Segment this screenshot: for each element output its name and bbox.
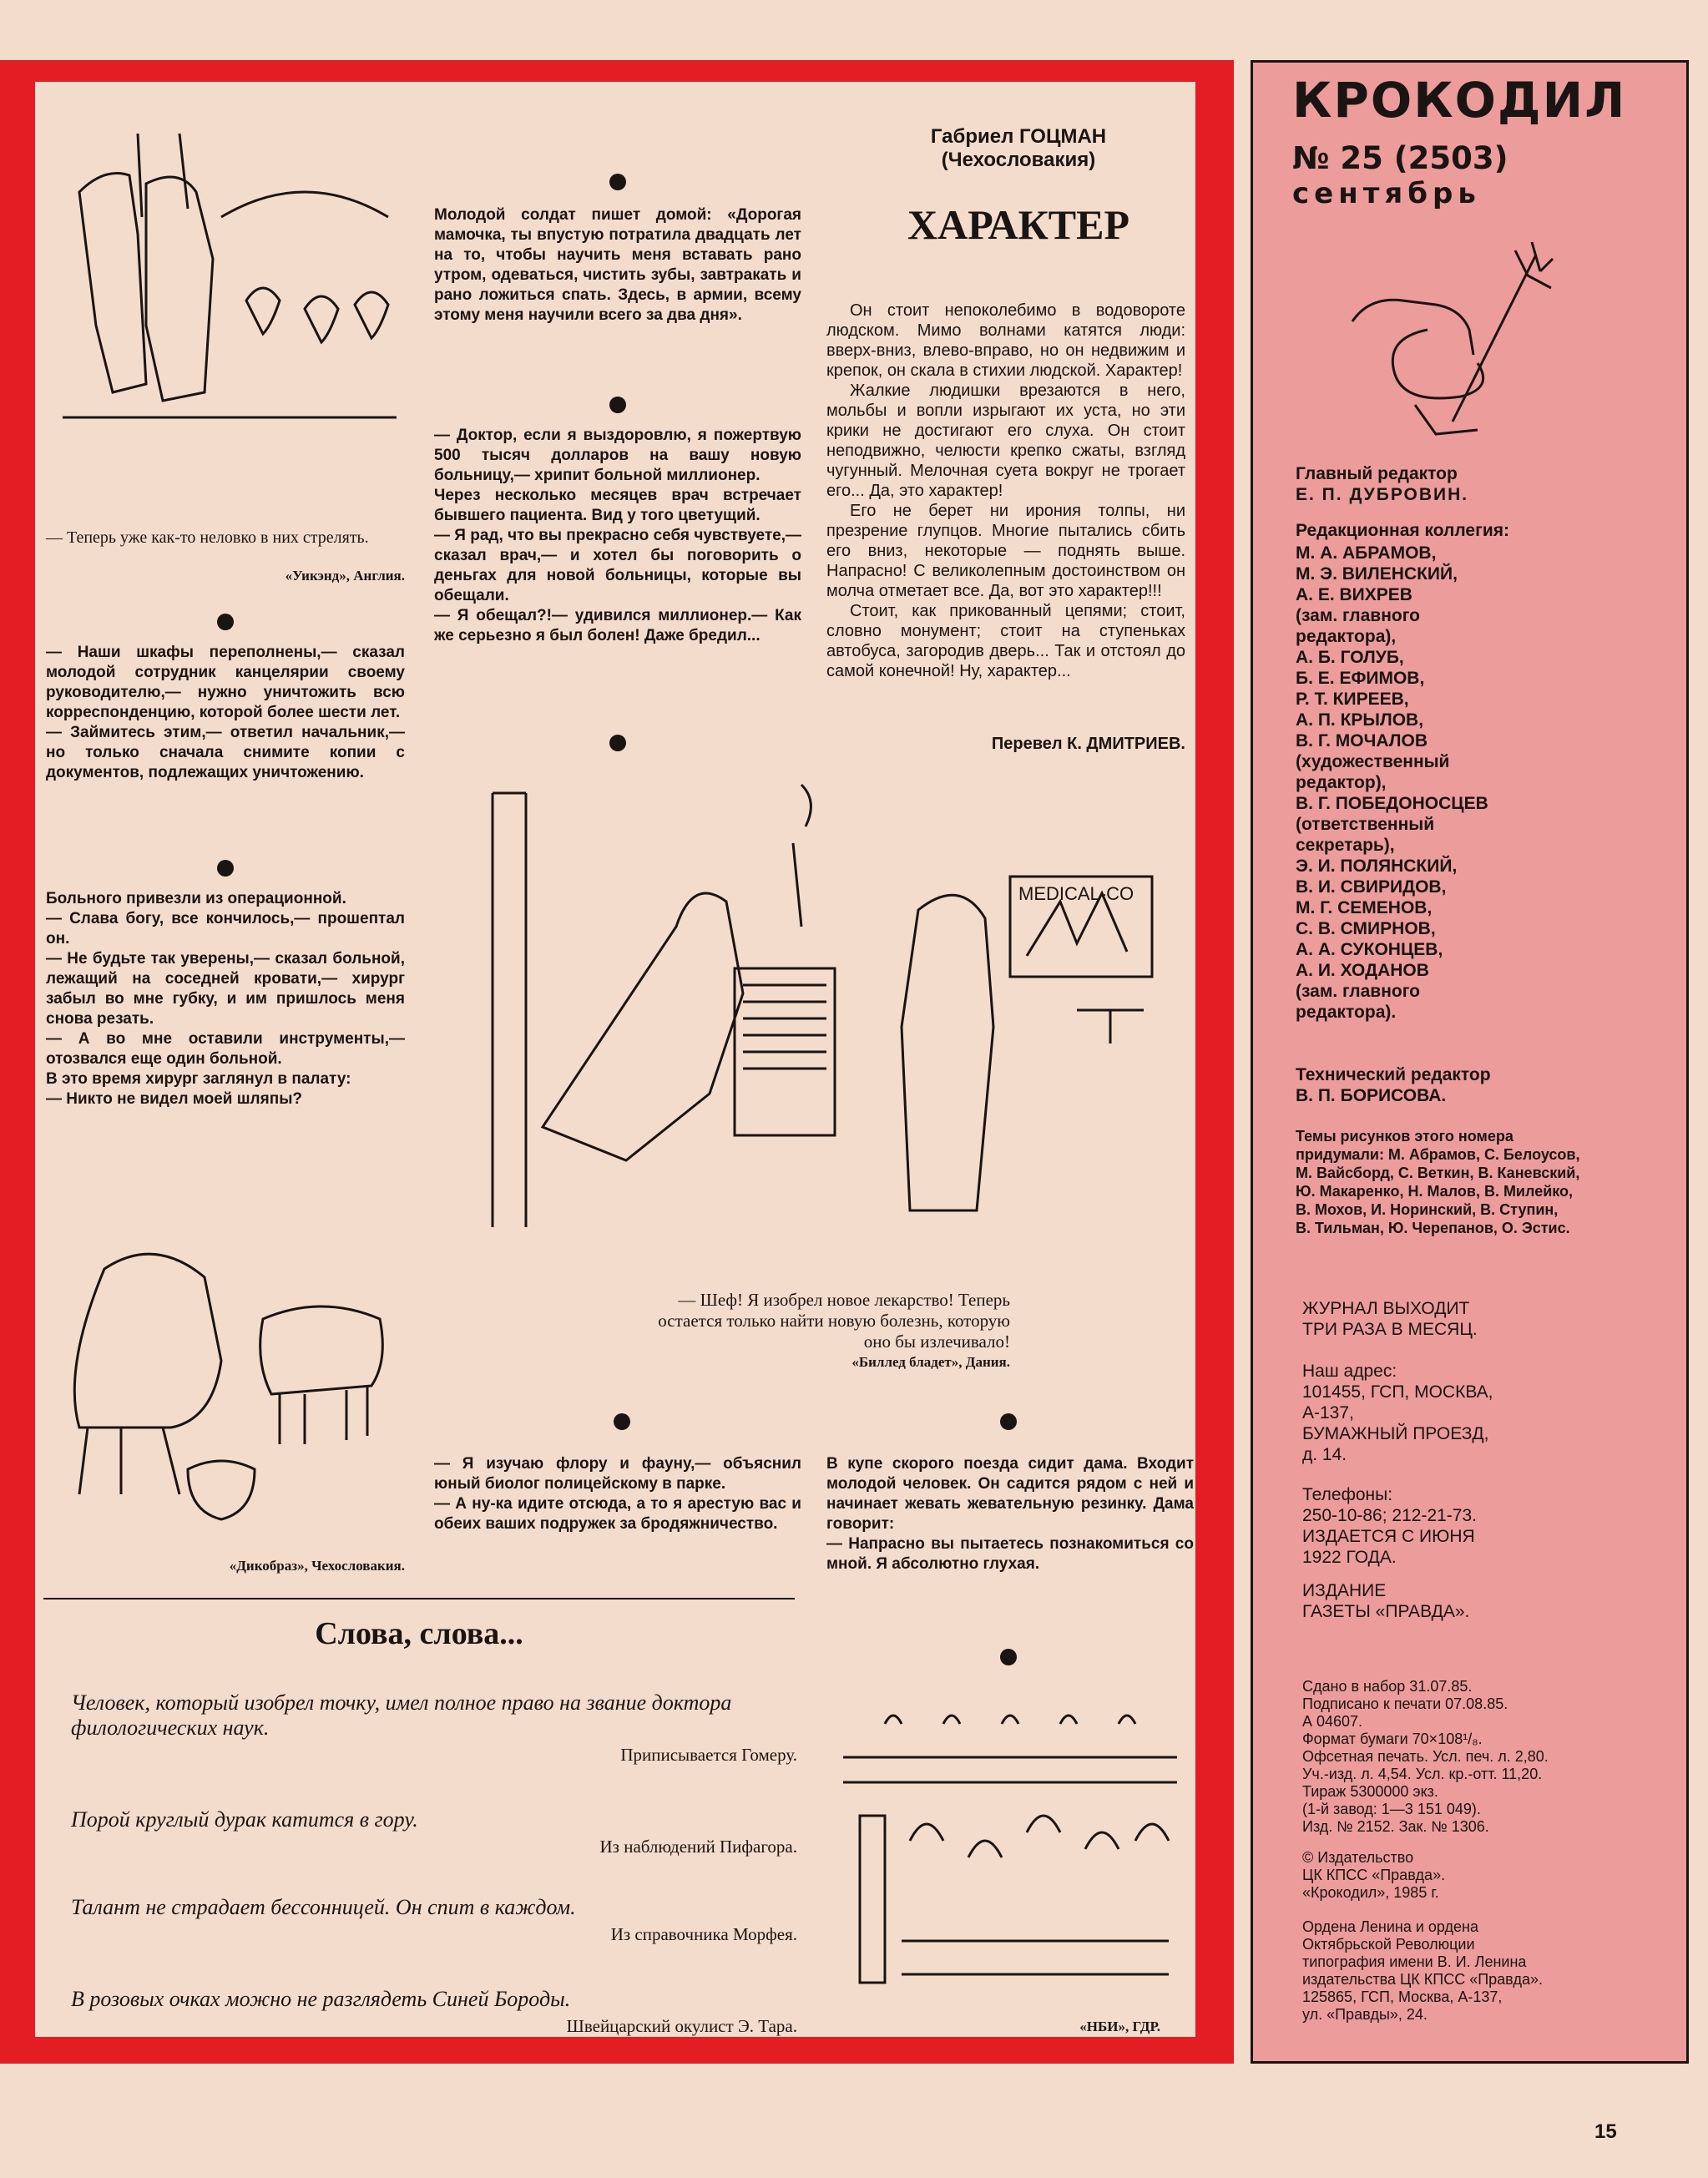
board-line: редактор), <box>1296 773 1387 792</box>
hunters-source: «Уикэнд», Англия. <box>285 568 405 584</box>
joke-doctor-p3: — Я рад, что вы прекрасно себя чувствуете,— сказал врач,— и хотел бы поговорить о деньгах для новой больницы, которые вы обещали. <box>434 527 801 604</box>
sheep-source: «Дикобраз», Чехословакия. <box>229 1558 405 1574</box>
joke-hat-p3: — Не будьте так уверены,— сказал больной, лежащий на соседней кровати,— хирург забыл во мне губку, и им пришлось меня снова резать. <box>46 950 405 1028</box>
phones-line: Телефоны: <box>1302 1485 1393 1504</box>
joke-hat <box>46 889 405 1109</box>
medical-co-sign: MEDICAL-CO <box>1018 883 1134 904</box>
imprint-line: Тираж 5300000 экз. <box>1302 1783 1438 1800</box>
joke-hat-p2: — Слава богу, все кончилось,— прошептал он. <box>46 910 405 948</box>
joke-train <box>826 1454 1194 1574</box>
schedule <box>1302 1298 1478 1340</box>
quote-4-attr: Швейцарский окулист Э. Тара. <box>566 2016 797 2036</box>
story-country: (Чехословакия) <box>941 149 1096 171</box>
themes-list <box>1296 1127 1580 1237</box>
story-title: ХАРАКТЕР <box>907 201 1129 248</box>
board-line: М. Э. ВИЛЕНСКИЙ, <box>1296 564 1458 584</box>
joke-doctor <box>434 426 801 646</box>
imprint-line: А 04607. <box>1302 1713 1363 1730</box>
imprint-line: Уч.-изд. л. 4,54. Усл. кр.-отт. 11,20. <box>1302 1766 1543 1782</box>
themes-line: В. Мохов, И. Норинский, В. Ступин, <box>1296 1201 1559 1218</box>
address <box>1302 1361 1493 1465</box>
section-divider <box>43 1598 795 1599</box>
editor-name: Е. П. ДУБРОВИН. <box>1296 485 1469 504</box>
story-body <box>826 301 1185 681</box>
hunters-cartoon <box>54 117 405 434</box>
board-line: А. И. ХОДАНОВ <box>1296 961 1429 980</box>
joke-shelves <box>46 643 405 783</box>
board-line: редактора). <box>1296 1003 1397 1022</box>
imprint-line: (1-й завод: 1—3 151 049). <box>1302 1801 1481 1817</box>
board-line: Р. Т. КИРЕЕВ, <box>1296 690 1409 709</box>
imprint-line: Формат бумаги 70×108¹/₈. <box>1302 1731 1483 1747</box>
phones-line: 250-10-86; 212-21-73. <box>1302 1506 1477 1525</box>
address-line: БУМАЖНЫЙ ПРОЕЗД, <box>1302 1424 1489 1443</box>
story-p2: Жалкие людишки врезаются в него, мольбы и вопли изрыгают их уста, но эти крики не достигают его слуха. Он стоит неподвижно, челюсти крепко сжаты, взгляд чугунный. Мелочная суета вокруг не трогает его... Да, это характер! <box>826 382 1185 500</box>
joke-flora-p2: — А ну-ка идите отсюда, а то я арестую вас и обеих ваших подружек за бродяжничество. <box>434 1495 801 1533</box>
story-translator: Перевел К. ДМИТРИЕВ. <box>991 735 1185 753</box>
printer-line: типография имени В. И. Ленина <box>1302 1953 1527 1970</box>
board-line: В. Г. МОЧАЛОВ <box>1296 731 1428 750</box>
separator-dot <box>217 860 234 877</box>
board-line: Б. Е. ЕФИМОВ, <box>1296 669 1425 688</box>
printer-line: ул. «Правды», 24. <box>1302 2006 1428 2023</box>
board-line: В. И. СВИРИДОВ, <box>1296 877 1447 897</box>
separator-dot <box>1000 1413 1017 1430</box>
themes-line: В. Тильман, Ю. Черепанов, О. Эстис. <box>1296 1220 1570 1236</box>
board-line: С. В. СМИРНОВ, <box>1296 919 1436 938</box>
issue-month: сентябрь <box>1292 177 1481 210</box>
copyright-line: «Крокодил», 1985 г. <box>1302 1884 1439 1901</box>
separator-dot <box>614 1413 630 1430</box>
separator-dot <box>609 174 626 190</box>
issue-number: № 25 (2503) <box>1292 140 1508 176</box>
phones <box>1302 1484 1477 1568</box>
edition-line: ИЗДАНИЕ <box>1302 1581 1387 1600</box>
separator-dot <box>609 735 626 751</box>
joke-hat-p5: В это время хирург заглянул в палату: <box>46 1070 351 1088</box>
themes-line: Ю. Макаренко, Н. Малов, В. Милейко, <box>1296 1183 1574 1200</box>
themes-line: Темы рисунков этого номера <box>1296 1128 1513 1145</box>
copyright <box>1302 1849 1445 1902</box>
board-line: секретарь), <box>1296 836 1395 855</box>
address-line: Наш адрес: <box>1302 1362 1397 1381</box>
copyright-line: ЦК КПСС «Правда». <box>1302 1867 1446 1883</box>
joke-train-p1: В купе скорого поезда сидит дама. Входит молодой человек. Он садится рядом с ней и начинает жевать жевательную резинку. Дама говорит: <box>826 1455 1194 1533</box>
separator-dot <box>609 397 626 413</box>
printer-line: издательства ЦК КПСС «Правда». <box>1302 1971 1544 1988</box>
hunters-caption: — Теперь уже как-то неловко в них стрелять. <box>46 528 369 547</box>
lab-caption: — Шеф! Я изобрел новое лекарство! Теперь остается только найти новую болезнь, которую оно бы излечивало! <box>658 1290 1010 1352</box>
edition <box>1302 1580 1469 1622</box>
audience-source: «НБИ», ГДР. <box>1079 2019 1160 2034</box>
board-line: Э. И. ПОЛЯНСКИЙ, <box>1296 857 1458 876</box>
printer-line: 125865, ГСП, Москва, А-137, <box>1302 1988 1503 2005</box>
board-line: (зам. главного <box>1296 606 1420 625</box>
board-line: (зам. главного <box>1296 982 1420 1001</box>
address-line: А-137, <box>1302 1403 1354 1423</box>
magazine-logo: КРОКОДИЛ <box>1292 72 1627 129</box>
audience-cartoon <box>835 1690 1185 1999</box>
board-line: А. Е. ВИХРЕВ <box>1296 585 1412 604</box>
imprint-line: Изд. № 2152. Зак. № 1306. <box>1302 1818 1489 1835</box>
quote-1: Человек, который изобрел точку, имел полное право на звание доктора филологических наук. <box>71 1690 732 1740</box>
joke-hat-p4: — А во мне оставили инструменты,— отозвался еще один больной. <box>46 1030 405 1068</box>
quote-2-attr: Из наблюдений Пифагора. <box>599 1837 797 1857</box>
editor-role: Главный редактор <box>1296 464 1458 483</box>
board-line: М. А. АБРАМОВ, <box>1296 543 1437 563</box>
board-line: (ответственный <box>1296 815 1435 834</box>
printer-line: Ордена Ленина и ордена <box>1302 1918 1478 1935</box>
quote-4: В розовых очках можно не разглядеть Синей Бороды. <box>71 1987 571 2011</box>
board-list <box>1296 543 1488 1023</box>
quote-3: Талант не страдает бессонницей. Он спит в каждом. <box>71 1895 576 1919</box>
imprint-line: Подписано к печати 07.08.85. <box>1302 1695 1508 1712</box>
story-p1: Он стоит непоколебимо в водовороте людском. Мимо волнами катятся люди: вверх-вниз, влево-вправо, но он недвижим и крепок, он скала в стихии людской. Характер! <box>826 301 1185 380</box>
joke-flora <box>434 1454 801 1534</box>
address-line: д. 14. <box>1302 1445 1347 1464</box>
joke-doctor-p4: — Я обещал?!— удивился миллионер.— Как же серьезно я был болен! Даже бредил... <box>434 607 801 644</box>
lab-source: «Биллед бладет», Дания. <box>851 1354 1010 1370</box>
phones-line: ИЗДАЕТСЯ С ИЮНЯ <box>1302 1527 1475 1546</box>
printer-line: Октябрьской Революции <box>1302 1936 1475 1953</box>
schedule-line: ЖУРНАЛ ВЫХОДИТ <box>1302 1299 1470 1318</box>
crocodile-pitchfork-icon <box>1336 238 1561 447</box>
imprint-line: Сдано в набор 31.07.85. <box>1302 1678 1473 1695</box>
board-title: Редакционная коллегия: <box>1296 521 1509 540</box>
joke-hat-p1: Больного привезли из операционной. <box>46 890 346 907</box>
joke-train-p2: — Напрасно вы пытаетесь познакомиться со мной. Я абсолютно глухая. <box>826 1535 1194 1573</box>
joke-doctor-p1: — Доктор, если я выздоровлю, я пожертвую 500 тысяч долларов на вашу новую больницу,— хрипит больной миллионер. <box>434 427 801 484</box>
board-line: (художественный <box>1296 752 1450 771</box>
board-line: А. А. СУКОНЦЕВ, <box>1296 940 1443 959</box>
lab-cartoon <box>442 776 1194 1252</box>
copyright-line: © Издательство <box>1302 1849 1414 1866</box>
sheep-cartoon <box>54 1219 405 1536</box>
joke-flora-p1: — Я изучаю флору и фауну,— объяснил юный биолог полицейскому в парке. <box>434 1455 801 1493</box>
board-line: М. Г. СЕМЕНОВ, <box>1296 898 1433 917</box>
phones-line: 1922 ГОДА. <box>1302 1548 1397 1567</box>
joke-shelves-p2: — Займитесь этим,— ответил начальник,— но только сначала снимите копии с документов, подлежащих уничтожению. <box>46 724 405 781</box>
story-p4: Стоит, как прикованный цепями; стоит, словно монумент; стоит на ступеньках автобуса, загородив дверь... Так и отстоял до самой конечной! Ну, характер... <box>826 602 1185 680</box>
edition-line: ГАЗЕТЫ «ПРАВДА». <box>1302 1602 1470 1621</box>
joke-shelves-p1: — Наши шкафы переполнены,— сказал молодой сотрудник канцелярии своему руководителю,— нужно уничтожить всю корреспонденцию, которой более шести лет. <box>46 644 405 721</box>
story-author: Габриел ГОЦМАН <box>930 125 1107 148</box>
separator-dot <box>217 614 234 630</box>
board-line: А. П. КРЫЛОВ, <box>1296 710 1424 730</box>
schedule-line: ТРИ РАЗА В МЕСЯЦ. <box>1302 1320 1478 1339</box>
quote-3-attr: Из справочника Морфея. <box>610 1924 797 1944</box>
address-line: 101455, ГСП, МОСКВА, <box>1302 1382 1493 1402</box>
page-number: 15 <box>1594 2120 1617 2143</box>
joke-hat-p6: — Никто не видел моей шляпы? <box>46 1090 303 1108</box>
imprint <box>1302 1678 1549 1836</box>
words-title: Слова, слова... <box>315 1616 523 1651</box>
joke-doctor-p2: Через несколько месяцев врач встречает бывшего пациента. Вид у того цветущий. <box>434 487 801 524</box>
printer-info <box>1302 1918 1543 2024</box>
story-p3: Его не берет ни ирония толпы, ни презрение глупцов. Многие пытались сбить его вниз, некоторые — поднять выше. Напрасно! С великолепным достоинством он молча отметает все. Да, вот это характер!!! <box>826 502 1185 600</box>
tech-editor-name: В. П. БОРИСОВА. <box>1296 1086 1447 1105</box>
tech-editor-role: Технический редактор <box>1296 1065 1491 1084</box>
board-line: редактора), <box>1296 627 1397 646</box>
joke-soldier: Молодой солдат пишет домой: «Дорогая мамочка, ты впустую потратила двадцать лет на то, чтобы научить меня вставать рано утром, одеваться, чистить зубы, завтракать и рано ложиться спать. Здесь, в армии, всему этому меня научили всего за два дня». <box>434 206 801 324</box>
imprint-line: Офсетная печать. Усл. печ. л. 2,80. <box>1302 1748 1549 1765</box>
separator-dot <box>1000 1649 1017 1665</box>
board-line: А. Б. ГОЛУБ, <box>1296 648 1404 667</box>
board-line: В. Г. ПОБЕДОНОСЦЕВ <box>1296 794 1488 813</box>
themes-line: придумали: М. Абрамов, С. Белоусов, <box>1296 1146 1580 1163</box>
quote-1-attr: Приписывается Гомеру. <box>620 1745 797 1765</box>
themes-line: М. Вайсборд, С. Веткин, В. Каневский, <box>1296 1165 1580 1181</box>
quote-2: Порой круглый дурак катится в гору. <box>71 1807 418 1832</box>
